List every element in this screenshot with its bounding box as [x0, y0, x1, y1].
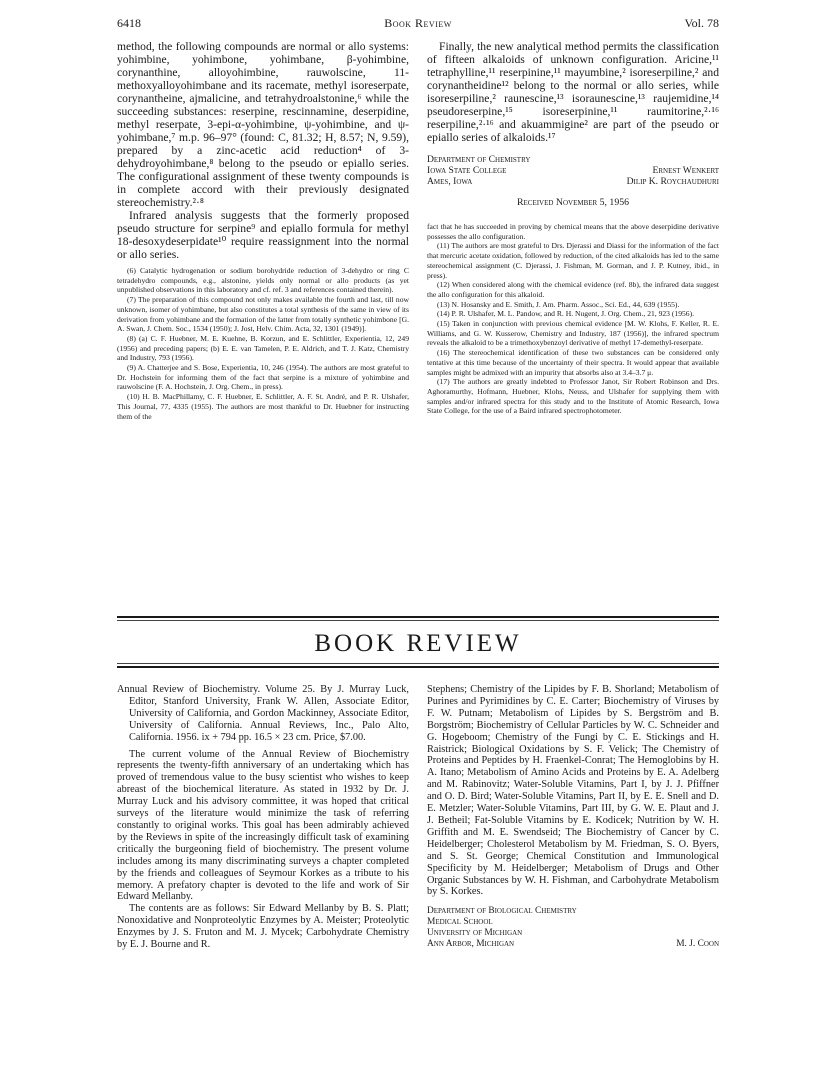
review-paragraph: The contents are as follows: Sir Edward Mellanby by B. S. Platt; Nonoxidative and Nonproteolytic Enzymes by A. Meister; Proteolytic Enzymes by J. S. Fruton and M. J. Mycek; Carbohydrate Chemistry by E. J. Bourne and R. — [117, 903, 409, 951]
footnote: (15) Taken in conjunction with previous chemical evidence [M. W. Klohs, F. Keller, R. E. Williams, and G. W. Kusserow, Chemistry and Industry, 187 (1956)], the infrared spectrum reveals the alkaloid to be a trimethoxybenzoyl derivative of methyl 17-demethyl-reserpate. — [427, 319, 719, 348]
body-paragraph: Infrared analysis suggests that the formerly proposed pseudo structure for serpine⁹ and epiallo formula for methyl 18-desoxydeserpidate¹⁰ require reassignment into the normal or allo series. — [117, 209, 409, 261]
review-left-column — [117, 684, 409, 951]
volume-label: Vol. 78 — [684, 16, 719, 30]
author-affiliation — [427, 154, 719, 187]
footnotes-right — [427, 222, 719, 416]
review-right-column — [427, 684, 719, 950]
footnotes-left — [117, 266, 409, 421]
department: Department of Chemistry — [427, 154, 531, 165]
footnote: (10) H. B. MacPhillamy, C. F. Huebner, E. Schlittler, A. F. St. André, and P. R. Ulshafer, This Journal, 77, 4335 (1955). The authors are most thankful to Dr. Huebner for instructing them of the — [117, 392, 409, 421]
location: Ames, Iowa — [427, 176, 473, 187]
footnote: (14) P. R. Ulshafer, M. L. Pandow, and R. H. Nugent, J. Org. Chem., 21, 923 (1956). — [437, 309, 695, 319]
page-number: 6418 — [117, 16, 141, 30]
footnote: (8) (a) C. F. Huebner, M. E. Kuehne, B. Korzun, and E. Schlittler, Experientia, 12, 249 (1956) and preceding papers; (b) E. E. van Tamelen, P. E. Aldrich, and T. J. Katz, Chemistry and Industry, 793 (1956). — [117, 333, 409, 363]
footnote: (13) N. Hosansky and E. Smith, J. Am. Pharm. Assoc., Sci. Ed., 44, 639 (1955). — [437, 299, 680, 309]
body-paragraph: method, the following compounds are normal or allo systems: yohimbine, yohimbone, yohimbane, β-yohimbine, corynanthine, alloyohimbine, rauwolscine, 11-methoxyalloyohimbane and its racemate, methyl isoreserpate, corynantheine, ajmalicine, and tetrahydroalstonine,⁶ while the succeeding substances: reserpine, rescinnamine, deserpidine, methyl reserpate, 3-epi-α-yohimbine, ψ-yohimbine, and ψ-yohimbane,⁷ m.p. 96–97° (found: C, 81.32; H, 8.57; N, 9.59), prepared by a zinc-acetic acid reduction⁴ of 3-dehydroyohimbane,⁸ belong to the pseudo or epiallo series. The configurational assignment of these twenty compounds is in complete accord with their previously designated stereochemistry.²·⁸ — [117, 40, 409, 209]
location: Ann Arbor, Michigan — [427, 939, 515, 950]
footnote: (11) The authors are most grateful to Drs. Djerassi and Diassi for the information of the fact that mercuric acetate oxidation, followed by reduction, of the cited alkaloids has led to the same stereochemical assignment (C. Djerassi, J. Fishman, M. Gorman, and J. P. Kutney, ibid., in press). — [427, 241, 719, 280]
footnote: (6) Catalytic hydrogenation or sodium borohydride reduction of 3-dehydro or ring C tetradehydro compounds, e.g., alstonine, yields only normal or allo products (as yet unpublished observations in this laboratory and cf. ref. 3 and references contained therein). — [117, 266, 409, 295]
received-date: Received November 5, 1956 — [516, 197, 630, 208]
school: Medical School — [427, 917, 493, 928]
author-name: Dilip K. Roychaudhuri — [626, 176, 719, 187]
reviewer-name: M. J. Coon — [676, 939, 719, 950]
book-citation: Annual Review of Biochemistry. Volume 25. By J. Murray Luck, Editor, Stanford University, Frank W. Allen, Associate Editor, University of California, and Gordon Mackinney, Associate Editor, University of California. Annual Reviews, Inc., Palo Alto, California. 1956. ix + 794 pp. 16.5 × 23 cm. Price, $7.00. — [117, 684, 409, 743]
institution: Iowa State College — [427, 165, 507, 176]
footnote: (7) The preparation of this compound not only makes available the fourth and last, till now unknown, isomer of yohimbane, but also constitutes a total synthesis of the same in view of its derivation from yohimbane and the formation of the latter from totally synthetic yohimbone [G. A. Swan, J. Chem. Soc., 1534 (1950); J. Jost, Helv. Chim. Acta, 32, 1301 (1949)]. — [117, 295, 409, 334]
section-rule — [117, 663, 719, 664]
footnote: (9) A. Chatterjee and S. Bose, Experientia, 10, 246 (1954). The authors are most grateful to Dr. Hochstein for informing them of the fact that serpine is a mixture of yohimbine and rauwolscine (F. A. Hochstein, J. Org. Chem., in press). — [117, 363, 409, 392]
running-header — [117, 16, 719, 32]
footnote: fact that he has succeeded in proving by chemical means that the above deserpidine derivative possesses the allo configuration. — [427, 222, 719, 241]
section-rule — [117, 666, 719, 668]
department: Department of Biological Chemistry — [427, 906, 577, 917]
body-paragraph: Finally, the new analytical method permits the classification of fifteen alkaloids of unknown configuration. Aricine,¹¹ tetraphylline,¹¹ reserpinine,¹¹ mayumbine,² isoreserpiline,² and corynantheidine¹² belong to the normal or allo series, while isoreserpiline,² raunescine,¹³ isoraunescine,¹³ raujemidine,¹⁴ pseudoreserpine,¹⁵ isoreserpinine,¹¹ raumitorine,²·¹⁶ reserpiline,²·¹⁶ and akuammigine² are part of the pseudo or epiallo series of alkaloids.¹⁷ — [427, 40, 719, 144]
section-title: BOOK REVIEW — [314, 630, 522, 657]
communication-right-column — [427, 40, 719, 416]
footnote: (12) When considered along with the chemical evidence (ref. 8b), the infrared data suggest the allo configuration for this alkaloid. — [427, 280, 719, 299]
footnote: (16) The stereochemical identification of these two substances can be considered only tentative at this time because of the uncertainty of their spectra. It would appear that available samples might be admixed with an impurity that absorbs also at 3.4–3.7 μ. — [427, 348, 719, 377]
running-title: Book Review — [384, 16, 452, 30]
university: University of Michigan — [427, 928, 523, 939]
reviewer-affiliation — [427, 906, 719, 950]
author-name: Ernest Wenkert — [652, 165, 719, 176]
section-rule — [117, 620, 719, 621]
section-rule — [117, 616, 719, 618]
review-paragraph: The current volume of the Annual Review of Biochemistry represents the twenty-fifth anniversary of an undertaking which has proved of tremendous value to the busy scientist who wishes to keep abreast of the biochemical literature. As stated in 1932 by Dr. J. Murray Luck and his advisory committee, it was hoped that critical surveys of the literature would minimize the task of referring constantly to original works. This goal has been admirably achieved by the Reviews in spite of the increasingly difficult task of examining critically the burgeoning field of biochemistry. The present volume includes among its many discriminating surveys a chapter completed by the friends and colleagues of Seymour Korkes as a tribute to his memory. A prefatory chapter is devoted to the life and work of Sir Edward Mellanby. — [117, 748, 409, 903]
footnote: (17) The authors are greatly indebted to Professor Janot, Sir Robert Robinson and Drs. Aghoramurthy, Hofmann, Huebner, Klohs, Neuss, and Ulshafer for supplying them with samples and/or infrared spectra for this study and to the Institute of Atomic Research, Iowa State College, for the use of a Baird infrared spectrophotometer. — [427, 377, 719, 416]
communication-left-column — [117, 40, 409, 421]
review-paragraph: Stephens; Chemistry of the Lipides by F. B. Shorland; Metabolism of Purines and Pyrimidines by C. E. Carter; Biochemistry of Viruses by F. W. Putnam; Metabolism of Lipides by S. Bergström and B. Borgström; Biochemistry of Cellular Particles by W. C. Schneider and G. Hogeboom; Chemistry of the Fungi by C. E. Stickings and H. Raistrick; Biological Oxidations by S. F. Velick; The Chemistry of Proteins and Peptides by H. Fraenkel-Conrat; The Hemoglobins by H. A. Itano; Metabolism of Amino Acids and Proteins by E. A. Adelberg and M. Rabinovitz; Water-Soluble Vitamins, Part I, by J. J. Pfiffner and O. D. Bird; Water-Soluble Vitamins, Part II, by E. E. Snell and D. E. Metzler; Water-Soluble Vitamins, Part III, by G. W. E. Plaut and J. J. Betheil; Fat-Soluble Vitamins by E. Kodicek; Nutrition by W. H. Griffith and M. E. Swendseid; The Biochemistry of Cancer by C. Heidelberger; Cholesterol Metabolism by M. Friedman, S. O. Byers, and S. St. George; Chemical Constitution and Immunological Specificity by M. Heidelberger; Metabolism of Drugs and Other Organic Substances by W. H. Fishman, and Carbohydrate Metabolism by S. Korkes. — [427, 684, 719, 898]
